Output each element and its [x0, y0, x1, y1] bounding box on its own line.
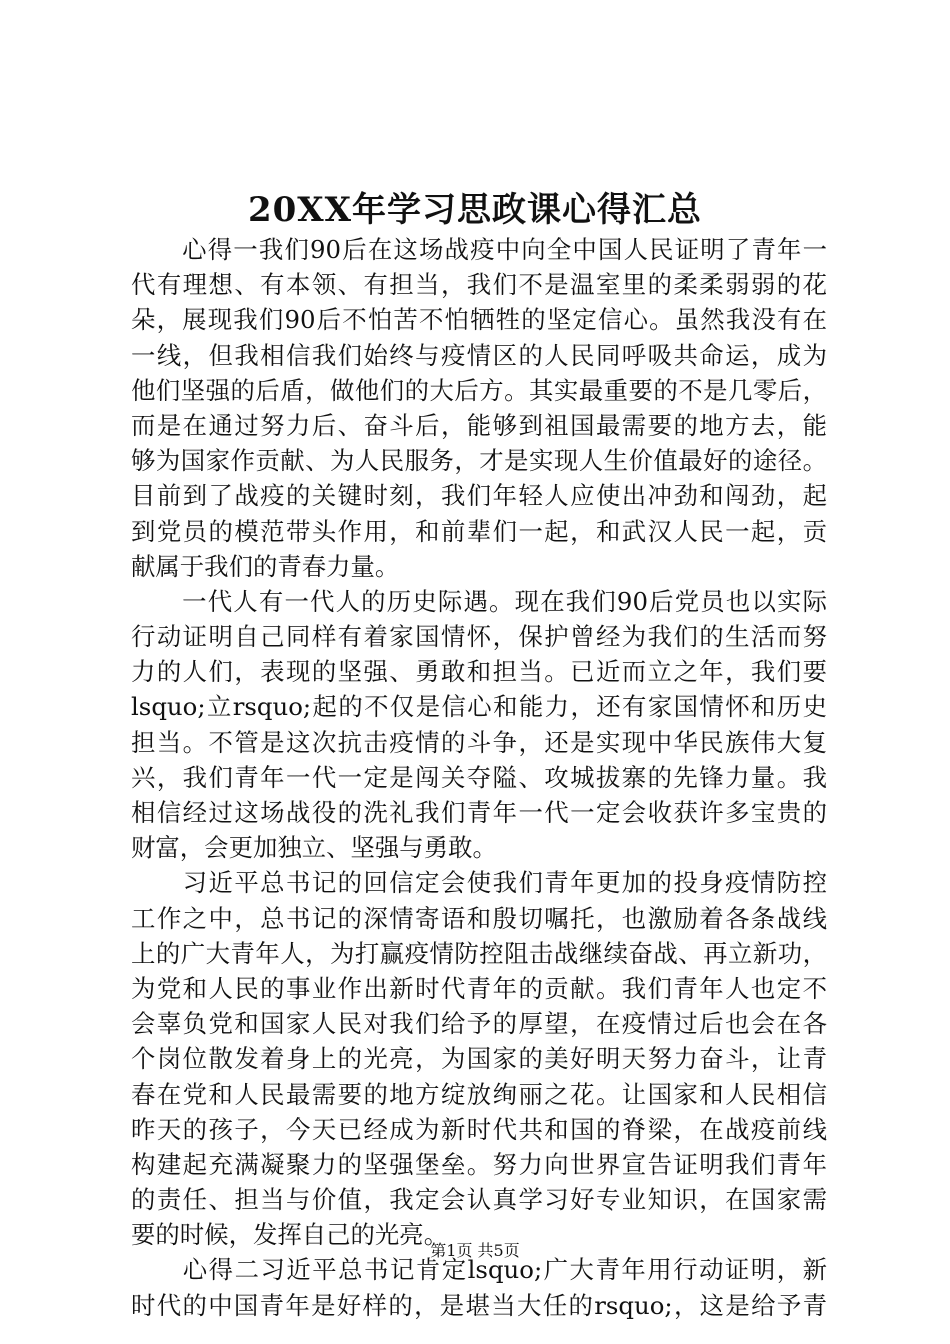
- document-body: [131, 232, 827, 1323]
- body-line: 朵，展现我们90后不怕苦不怕牺牲的坚定信心。虽然我没有在: [131, 305, 827, 335]
- body-line: 相信经过这场战役的洗礼我们青年一代一定会收获许多宝贵的: [131, 798, 827, 827]
- body-line: 够为国家作贡献、为人民服务，才是实现人生价值最好的途径。: [131, 446, 827, 476]
- body-line: 行动证明自己同样有着家国情怀，保护曾经为我们的生活而努: [131, 622, 827, 652]
- body-line: 心得一我们90后在这场战疫中向全中国人民证明了青年一: [131, 235, 827, 264]
- body-line: 到党员的模范带头作用，和前辈们一起，和武汉人民一起，贡: [131, 516, 827, 546]
- body-line: 他们坚强的后盾，做他们的大后方。其实最重要的不是几零后，: [131, 375, 827, 405]
- body-line: 而是在通过努力后、奋斗后，能够到祖国最需要的地方去，能: [131, 410, 827, 440]
- body-line: 献属于我们的青春力量。: [131, 551, 400, 581]
- body-line: 上的广大青年人，为打赢疫情防控阻击战继续奋战、再立新功，: [131, 938, 827, 968]
- document-title: 20XX年学习思政课心得汇总: [247, 190, 703, 230]
- body-line: 代有理想、有本领、有担当，我们不是温室里的柔柔弱弱的花: [131, 270, 827, 300]
- body-line: 习近平总书记的回信定会使我们青年更加的投身疫情防控: [131, 868, 827, 898]
- body-line: 昨天的孩子，今天已经成为新时代共和国的脊梁，在战疫前线: [131, 1114, 827, 1144]
- body-line: 力的人们，表现的坚强、勇敢和担当。已近而立之年，我们要: [131, 657, 827, 687]
- body-line: 会辜负党和国家人民对我们给予的厚望，在疫情过后也会在各: [131, 1009, 827, 1039]
- body-line: 要的时候，发挥自己的光亮。: [131, 1220, 449, 1250]
- body-line: 兴，我们青年一代一定是闯关夺隘、攻城拔寨的先锋力量。我: [131, 762, 827, 792]
- body-line: 一代人有一代人的历史际遇。现在我们90后党员也以实际: [131, 586, 827, 616]
- body-line: 构建起充满凝聚力的坚强堡垒。努力向世界宣告证明我们青年: [131, 1149, 827, 1179]
- body-line: lsquo;立rsquo;起的不仅是信心和能力，还有家国情怀和历史: [131, 692, 827, 722]
- body-line: 春在党和人民最需要的地方绽放绚丽之花。让国家和人民相信: [131, 1079, 827, 1109]
- body-line: 为党和人民的事业作出新时代青年的贡献。我们青年人也定不: [131, 973, 827, 1003]
- body-line: 担当。不管是这次抗击疫情的斗争，还是实现中华民族伟大复: [131, 727, 827, 757]
- body-line: 目前到了战疫的关键时刻，我们年轻人应使出冲劲和闯劲，起: [131, 481, 827, 511]
- body-line: 时代的中国青年是好样的，是堪当大任的rsquo;，这是给予青: [131, 1290, 827, 1320]
- body-line: 心得二习近平总书记肯定lsquo;广大青年用行动证明，新: [131, 1255, 827, 1285]
- body-line: 工作之中，总书记的深情寄语和殷切嘱托，也激励着各条战线: [131, 903, 827, 933]
- body-line: 财富，会更加独立、坚强与勇敢。: [131, 833, 497, 863]
- page-footer: 第1页 共5页: [430, 1241, 520, 1260]
- body-line: 一线，但我相信我们始终与疫情区的人民同呼吸共命运，成为: [131, 340, 827, 370]
- body-line: 个岗位散发着身上的光亮，为国家的美好明天努力奋斗，让青: [131, 1044, 827, 1074]
- body-line: 的责任、担当与价值，我定会认真学习好专业知识，在国家需: [131, 1185, 827, 1215]
